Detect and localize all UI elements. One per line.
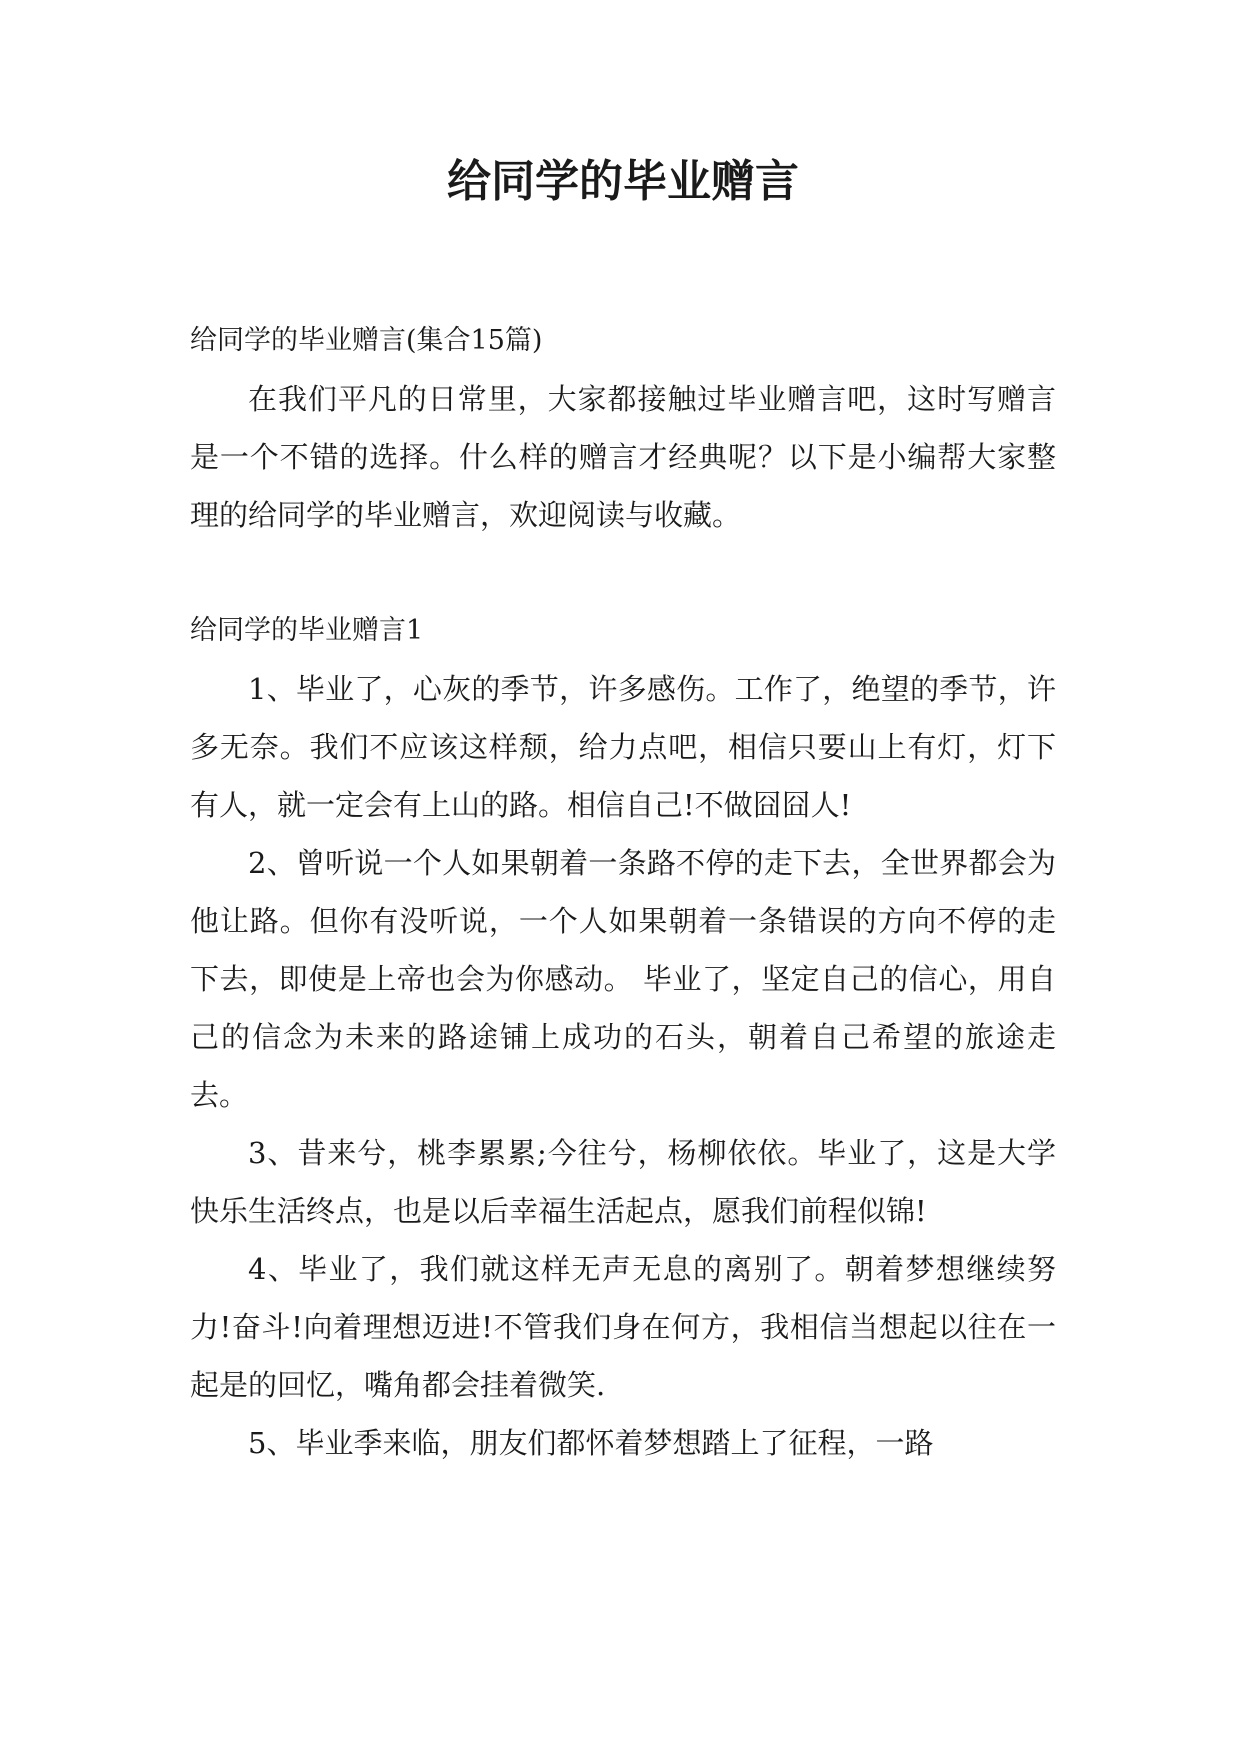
document-subtitle: 给同学的毕业赠言(集合15篇) [190,325,543,356]
paragraph-3: 3、昔来兮，桃李累累;今往兮，杨柳依依。毕业了，这是大学快乐生活终点，也是以后幸福生活起点，愿我们前程似锦! [190,1136,1056,1228]
section-heading: 给同学的毕业赠言1 [190,615,424,646]
paragraph-5: 5、毕业季来临，朋友们都怀着梦想踏上了征程，一路 [248,1426,934,1460]
paragraph-1: 1、毕业了，心灰的季节，许多感伤。工作了，绝望的季节，许多无奈。我们不应该这样颓，给力点吧，相信只要山上有灯，灯下有人，就一定会有上山的路。相信自己!不做囧囧人! [190,672,1056,822]
document-page [190,150,1056,1472]
intro-paragraph: 在我们平凡的日常里，大家都接触过毕业赠言吧，这时写赠言是一个不错的选择。什么样的赠言才经典呢？以下是小编帮大家整理的给同学的毕业赠言，欢迎阅读与收藏。 [190,382,1056,532]
paragraph-4: 4、毕业了，我们就这样无声无息的离别了。朝着梦想继续努力!奋斗!向着理想迈进!不管我们身在何方，我相信当想起以往在一起是的回忆，嘴角都会挂着微笑. [190,1252,1056,1402]
document-title: 给同学的毕业赠言 [447,156,799,207]
paragraph-2: 2、曾听说一个人如果朝着一条路不停的走下去，全世界都会为他让路。但你有没听说，一个人如果朝着一条错误的方向不停的走下去，即使是上帝也会为你感动。 毕业了，坚定自己的信心，用自己的信念为未来的路途铺上成功的石头，朝着自己希望的旅途走去。 [190,846,1056,1112]
